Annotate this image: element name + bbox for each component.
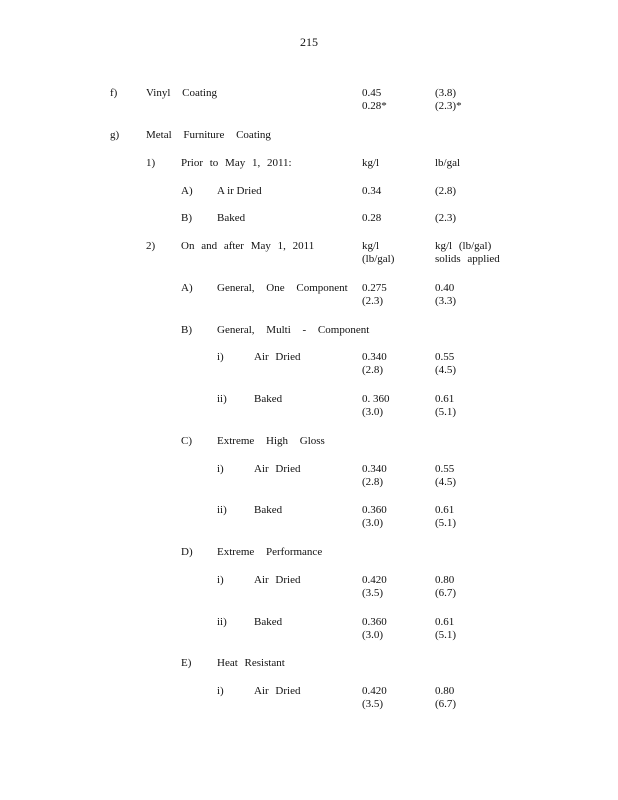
after-E-i-title: Air Dried: [254, 685, 301, 697]
after-C-ii-title: Baked: [254, 504, 283, 516]
prior-header-kg: kg/l: [362, 157, 380, 169]
after-E-i-solids-kg: 0.80: [435, 685, 455, 697]
after-C-ii-lb: (3.0): [362, 517, 384, 529]
after-B-ii-title: Baked: [254, 393, 283, 405]
after-B-i-lb: (2.8): [362, 364, 384, 376]
item-label-f: f): [110, 87, 118, 99]
after-C-ii-solids-kg: 0.61: [435, 504, 455, 516]
after-A-kg: 0.275: [362, 282, 387, 294]
after-D-ii-kg: 0.360: [362, 616, 387, 628]
vinyl-lb-value-alt: (2.3)*: [435, 100, 462, 112]
after-B-ii-kg: 0. 360: [362, 393, 390, 405]
after-E-title: Heat Resistant: [217, 657, 285, 669]
after-B-i-label: i): [217, 351, 224, 363]
after-D-i-kg: 0.420: [362, 574, 387, 586]
after-A-lb: (2.3): [362, 295, 384, 307]
after-B-ii-solids-kg: 0.61: [435, 393, 455, 405]
after-C-label: C): [181, 435, 192, 447]
after-E-i-label: i): [217, 685, 224, 697]
prior-B-title: Baked: [217, 212, 246, 224]
item-label-g: g): [110, 129, 120, 141]
after-D-title: Extreme Performance: [217, 546, 323, 558]
sub-label-1: 1): [146, 157, 156, 169]
after-D-i-solids-kg: 0.80: [435, 574, 455, 586]
page-number: 215: [300, 35, 318, 49]
prior-B-label: B): [181, 212, 192, 224]
after-header-kg: kg/l: [362, 240, 380, 252]
prior-B-kg: 0.28: [362, 212, 382, 224]
prior-A-lb: (2.8): [435, 185, 457, 197]
after-B-i-solids-lb: (4.5): [435, 364, 457, 376]
prior-A-label: A): [181, 185, 193, 197]
after-C-i-label: i): [217, 463, 224, 475]
after-C-ii-solids-lb: (5.1): [435, 517, 457, 529]
after-D-ii-solids-kg: 0.61: [435, 616, 455, 628]
vinyl-coating-title: Vinyl Coating: [146, 87, 217, 99]
after-D-ii-title: Baked: [254, 616, 283, 628]
prior-B-lb: (2.3): [435, 212, 457, 224]
after-B-i-solids-kg: 0.55: [435, 351, 455, 363]
after-C-i-kg: 0.340: [362, 463, 387, 475]
after-B-title: General, Multi - Component: [217, 324, 370, 336]
after-B-ii-solids-lb: (5.1): [435, 406, 457, 418]
prior-A-title: A ir Dried: [217, 185, 262, 197]
metal-furniture-title: Metal Furniture Coating: [146, 129, 271, 141]
after-header-lb: (lb/gal): [362, 253, 395, 265]
after-A-label: A): [181, 282, 193, 294]
after-C-ii-label: ii): [217, 504, 227, 516]
prior-title: Prior to May 1, 2011:: [181, 157, 292, 169]
after-C-i-solids-lb: (4.5): [435, 476, 457, 488]
after-D-ii-label: ii): [217, 616, 227, 628]
after-E-i-kg: 0.420: [362, 685, 387, 697]
after-E-i-lb: (3.5): [362, 698, 384, 710]
after-D-label: D): [181, 546, 193, 558]
after-E-i-solids-lb: (6.7): [435, 698, 457, 710]
after-C-ii-kg: 0.360: [362, 504, 387, 516]
vinyl-kg-value: 0.45: [362, 87, 382, 99]
after-A-solids-kg: 0.40: [435, 282, 455, 294]
vinyl-kg-value-alt: 0.28*: [362, 100, 387, 112]
sub-label-2: 2): [146, 240, 156, 252]
after-D-ii-lb: (3.0): [362, 629, 384, 641]
after-B-i-title: Air Dried: [254, 351, 301, 363]
after-B-ii-lb: (3.0): [362, 406, 384, 418]
after-C-i-lb: (2.8): [362, 476, 384, 488]
after-E-label: E): [181, 657, 192, 669]
after-D-ii-solids-lb: (5.1): [435, 629, 457, 641]
after-A-title: General, One Component: [217, 282, 348, 294]
after-C-title: Extreme High Gloss: [217, 435, 325, 447]
after-D-i-lb: (3.5): [362, 587, 384, 599]
after-C-i-solids-kg: 0.55: [435, 463, 455, 475]
after-B-label: B): [181, 324, 192, 336]
after-C-i-title: Air Dried: [254, 463, 301, 475]
after-title: On and after May 1, 2011: [181, 240, 315, 252]
after-B-ii-label: ii): [217, 393, 227, 405]
prior-A-kg: 0.34: [362, 185, 382, 197]
after-B-i-kg: 0.340: [362, 351, 387, 363]
after-D-i-label: i): [217, 574, 224, 586]
prior-header-lb: lb/gal: [435, 157, 461, 169]
after-A-solids-lb: (3.3): [435, 295, 457, 307]
after-header-solids-applied: solids applied: [435, 253, 500, 265]
vinyl-lb-value: (3.8): [435, 87, 457, 99]
after-D-i-solids-lb: (6.7): [435, 587, 457, 599]
after-D-i-title: Air Dried: [254, 574, 301, 586]
after-header-solids-units: kg/l (lb/gal): [435, 240, 492, 252]
